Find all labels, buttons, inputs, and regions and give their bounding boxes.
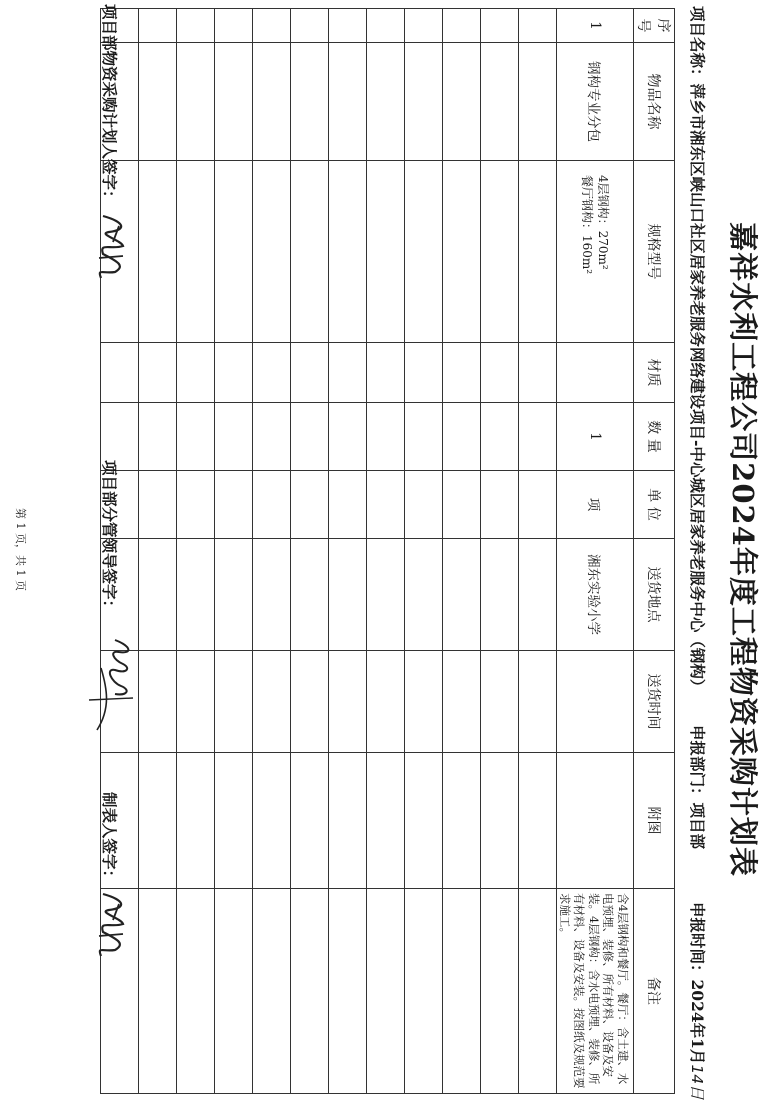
table-cell	[405, 9, 443, 43]
table-cell	[215, 343, 253, 403]
table-cell	[215, 471, 253, 539]
table-cell	[405, 343, 443, 403]
table-cell	[139, 161, 177, 343]
report-date-handwritten: 14日	[688, 1064, 706, 1100]
table-cell	[367, 651, 405, 753]
table-cell	[291, 753, 329, 889]
table-cell	[215, 403, 253, 471]
table-cell	[139, 651, 177, 753]
table-cell	[291, 539, 329, 651]
table-row	[139, 9, 177, 1094]
table-cell	[481, 403, 519, 471]
table-cell	[519, 343, 557, 403]
col-header: 材质	[634, 343, 675, 403]
table-cell	[291, 161, 329, 343]
leader-signature-label: 项目部分管领导签字：	[100, 460, 119, 616]
table-cell	[253, 403, 291, 471]
table-cell	[215, 9, 253, 43]
table-cell	[405, 753, 443, 889]
table-cell	[367, 539, 405, 651]
table-cell	[481, 539, 519, 651]
table-cell	[367, 43, 405, 161]
report-date-printed: 申报时间：2024年1月	[688, 902, 707, 1065]
table-cell	[443, 539, 481, 651]
col-header: 物品名称	[634, 43, 675, 161]
table-cell	[329, 651, 367, 753]
leader-signature	[81, 638, 141, 738]
table-cell	[215, 889, 253, 1094]
table-cell	[405, 471, 443, 539]
table-cell	[443, 43, 481, 161]
table-cell	[291, 9, 329, 43]
table-cell	[367, 161, 405, 343]
col-header: 备注	[634, 889, 675, 1094]
buyer-signature	[91, 212, 133, 282]
cell-unit: 项	[557, 471, 634, 539]
table-cell	[215, 753, 253, 889]
table-cell	[177, 471, 215, 539]
table-cell	[481, 161, 519, 343]
col-header: 数 量	[634, 403, 675, 471]
maker-signature-label: 制表人签字：	[100, 792, 119, 886]
table-cell	[443, 651, 481, 753]
col-header: 送货地点	[634, 539, 675, 651]
table-cell	[443, 161, 481, 343]
table-cell	[253, 471, 291, 539]
report-date	[687, 902, 709, 1100]
table-cell	[291, 651, 329, 753]
table-cell	[329, 539, 367, 651]
table-cell	[519, 403, 557, 471]
table-cell	[139, 9, 177, 43]
table-cell	[101, 343, 139, 403]
table-cell	[367, 403, 405, 471]
table-cell	[139, 43, 177, 161]
col-header: 附图	[634, 753, 675, 889]
table-row	[215, 9, 253, 1094]
project-name: 项目名称：萍乡市湘东区峡山口社区居家养老服务网络建设项目-中心城区居家养老服务中心（钢构）	[688, 6, 707, 695]
table-cell	[405, 43, 443, 161]
table-cell	[253, 9, 291, 43]
table-cell	[519, 161, 557, 343]
col-header: 单 位	[634, 471, 675, 539]
col-header: 送货时间	[634, 651, 675, 753]
table-cell	[177, 753, 215, 889]
table-cell	[367, 889, 405, 1094]
table-cell	[139, 753, 177, 889]
table-cell	[177, 539, 215, 651]
table-cell	[139, 539, 177, 651]
table-cell	[367, 343, 405, 403]
table-cell	[405, 161, 443, 343]
table-cell	[519, 43, 557, 161]
table-cell	[405, 403, 443, 471]
cell-name: 钢构专业分包	[557, 43, 634, 161]
table-cell	[177, 161, 215, 343]
table-row	[519, 9, 557, 1094]
table-cell	[481, 889, 519, 1094]
table-cell	[215, 539, 253, 651]
table-cell	[329, 343, 367, 403]
table-cell	[519, 889, 557, 1094]
table-cell	[177, 43, 215, 161]
table-cell	[519, 9, 557, 43]
table-cell	[177, 651, 215, 753]
table-cell	[367, 753, 405, 889]
table-cell	[367, 9, 405, 43]
page-number: 第 1 页，共 1 页	[14, 508, 27, 591]
spec-line: 4层钢构：270m²	[596, 175, 611, 270]
cell-no: 1	[557, 9, 634, 43]
cell-material	[557, 343, 634, 403]
department: 申报部门：项目部	[688, 725, 707, 850]
col-header: 序号	[634, 9, 675, 43]
table-cell	[519, 539, 557, 651]
table-cell	[253, 43, 291, 161]
buyer-signature-label: 项目部物资采购计划人签字：	[100, 4, 119, 206]
table-header-row	[634, 9, 675, 1094]
table-cell	[291, 471, 329, 539]
table-cell	[405, 651, 443, 753]
procurement-table	[101, 8, 676, 1094]
table-cell	[177, 343, 215, 403]
maker-signature	[91, 890, 133, 960]
table-cell	[519, 651, 557, 753]
cell-remark: 含4层钢构和餐厅。餐厅：含土建、水电预埋、装修、所有材料、设备及安装。4层钢构：含水电预埋、装修、所有材料、设备及安装。按图纸及规范要求施工。	[557, 889, 634, 1094]
table-cell	[329, 471, 367, 539]
table-row	[405, 9, 443, 1094]
table-cell	[253, 539, 291, 651]
table-cell	[329, 753, 367, 889]
table-row	[329, 9, 367, 1094]
table-cell	[481, 343, 519, 403]
table-cell	[253, 343, 291, 403]
cell-qty: 1	[557, 403, 634, 471]
table-cell	[139, 471, 177, 539]
cell-spec	[557, 161, 634, 343]
table-cell	[443, 889, 481, 1094]
table-row	[443, 9, 481, 1094]
table-cell	[253, 651, 291, 753]
table-cell	[329, 161, 367, 343]
page-title: 嘉祥水利工程公司2024年度工程物资采购计划表	[726, 222, 760, 877]
table-cell	[367, 471, 405, 539]
table-cell	[291, 889, 329, 1094]
table-row	[557, 9, 634, 1094]
spec-line: 餐厅钢构：160m²	[580, 175, 595, 275]
cell-drawing	[557, 753, 634, 889]
table-cell	[291, 343, 329, 403]
table-row	[291, 9, 329, 1094]
table-cell	[215, 161, 253, 343]
table-cell	[329, 9, 367, 43]
table-cell	[443, 471, 481, 539]
table-cell	[481, 753, 519, 889]
table-cell	[405, 889, 443, 1094]
table-cell	[519, 471, 557, 539]
table-cell	[481, 471, 519, 539]
table-cell	[139, 403, 177, 471]
table-cell	[177, 9, 215, 43]
table-cell	[481, 43, 519, 161]
table-cell	[139, 343, 177, 403]
table-cell	[291, 43, 329, 161]
table-cell	[329, 403, 367, 471]
table-row	[481, 9, 519, 1094]
table-cell	[443, 403, 481, 471]
col-header: 规格型号	[634, 161, 675, 343]
table-row	[253, 9, 291, 1094]
table-cell	[177, 889, 215, 1094]
table-cell	[443, 753, 481, 889]
table-cell	[253, 753, 291, 889]
table-cell	[443, 9, 481, 43]
table-cell	[253, 889, 291, 1094]
table-row	[177, 9, 215, 1094]
table-cell	[519, 753, 557, 889]
table-cell	[329, 889, 367, 1094]
table-cell	[329, 43, 367, 161]
table-cell	[215, 651, 253, 753]
table-cell	[215, 43, 253, 161]
table-cell	[253, 161, 291, 343]
table-row	[367, 9, 405, 1094]
table-cell	[481, 9, 519, 43]
table-cell	[481, 651, 519, 753]
table-cell	[405, 539, 443, 651]
table-cell	[291, 403, 329, 471]
cell-place: 湘东实验小学	[557, 539, 634, 651]
table-cell	[139, 889, 177, 1094]
table-cell	[443, 343, 481, 403]
table-cell	[177, 403, 215, 471]
cell-time	[557, 651, 634, 753]
